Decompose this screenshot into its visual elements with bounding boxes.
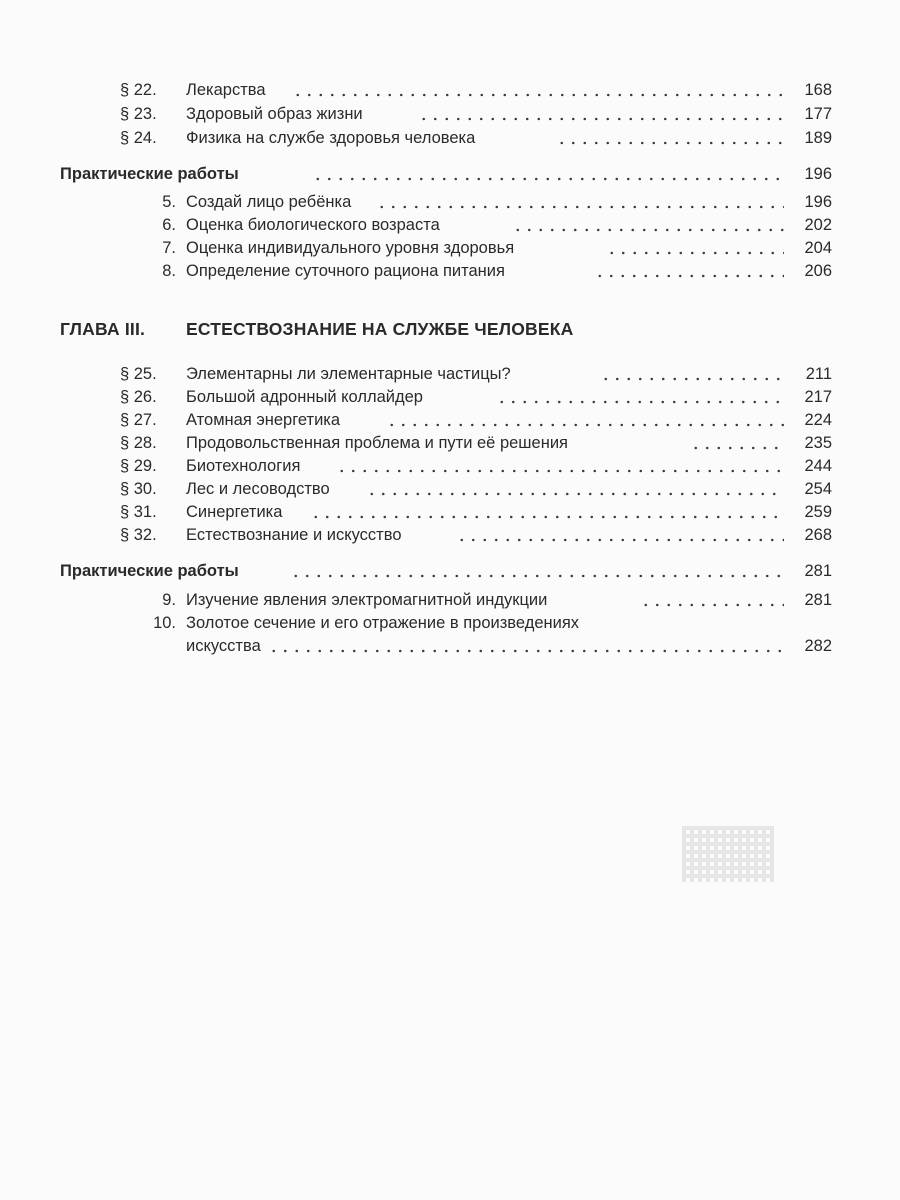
entry-page: 196 <box>804 165 832 183</box>
entry-title: Создай лицо ребёнка <box>186 193 352 211</box>
toc-entry <box>0 477 900 501</box>
entry-page: 235 <box>804 434 832 452</box>
toc-entry-continuation <box>0 634 900 658</box>
toc-entry <box>0 454 900 478</box>
entry-title: Изучение явления электромагнитной индукции <box>186 591 548 609</box>
entry-page: 177 <box>804 105 832 123</box>
entry-number: § 32. <box>120 526 157 544</box>
entry-page: 268 <box>804 526 832 544</box>
entry-number: 7. <box>162 239 176 257</box>
toc-entry <box>0 362 900 386</box>
dot-leader <box>292 78 784 102</box>
entry-title: Атомная энергетика <box>186 411 341 429</box>
dot-leader <box>376 190 784 214</box>
entry-number: 10. <box>153 614 176 632</box>
entry-title: Синергетика <box>186 503 283 521</box>
practical-works-heading <box>0 559 900 583</box>
entry-title: Золотое сечение и его отражение в произведениях <box>186 614 580 632</box>
toc-entry <box>0 500 900 524</box>
dot-leader <box>594 259 784 283</box>
entry-page: 211 <box>805 365 832 383</box>
entry-page: 202 <box>804 216 832 234</box>
toc-entry <box>0 78 900 102</box>
dot-leader <box>418 102 784 126</box>
entry-number: § 29. <box>120 457 157 475</box>
dot-leader <box>268 634 784 658</box>
chapter-title: ЕСТЕСТВОЗНАНИЕ НА СЛУЖБЕ ЧЕЛОВЕКА <box>186 319 574 339</box>
entry-number: § 25. <box>120 365 157 383</box>
toc-entry <box>0 190 900 214</box>
dot-leader <box>556 126 784 150</box>
practical-works-heading <box>0 162 900 186</box>
dot-leader <box>386 408 784 432</box>
entry-number: 9. <box>162 591 176 609</box>
dot-leader <box>310 500 784 524</box>
entry-title: Определение суточного рациона питания <box>186 262 505 280</box>
toc-entry <box>0 236 900 260</box>
dot-leader <box>512 213 784 237</box>
entry-number: 5. <box>162 193 176 211</box>
entry-title: Элементарны ли элементарные частицы? <box>186 365 511 383</box>
entry-page: 217 <box>804 388 832 406</box>
entry-page: 206 <box>804 262 832 280</box>
entry-number: § 27. <box>120 411 157 429</box>
entry-title: Оценка биологического возраста <box>186 216 440 234</box>
entry-page: 259 <box>804 503 832 521</box>
toc-entry <box>0 408 900 432</box>
entry-number: 8. <box>162 262 176 280</box>
entry-title: Биотехнология <box>186 457 301 475</box>
entry-title: Лес и лесоводство <box>186 480 330 498</box>
entry-title: Практические работы <box>60 562 239 580</box>
entry-title: искусства <box>186 637 261 655</box>
entry-number: 6. <box>162 216 176 234</box>
toc-entry <box>0 385 900 409</box>
entry-title: Практические работы <box>60 165 239 183</box>
entry-page: 281 <box>804 591 832 609</box>
dot-leader <box>690 431 784 455</box>
dot-leader <box>312 162 784 186</box>
entry-number: § 30. <box>120 480 157 498</box>
entry-number: § 31. <box>120 503 157 521</box>
toc-entry <box>0 523 900 547</box>
entry-title: Большой адронный коллайдер <box>186 388 423 406</box>
entry-title: Оценка индивидуального уровня здоровья <box>186 239 515 257</box>
toc-entry <box>0 611 900 635</box>
entry-page: 282 <box>804 637 832 655</box>
faint-qr-code-bleedthrough <box>682 826 774 882</box>
toc-entry <box>0 431 900 455</box>
entry-page: 168 <box>804 81 832 99</box>
entry-number: § 28. <box>120 434 157 452</box>
entry-title: Продовольственная проблема и пути её решения <box>186 434 568 452</box>
toc-entry <box>0 588 900 612</box>
dot-leader <box>606 236 784 260</box>
dot-leader <box>496 385 784 409</box>
chapter-label: ГЛАВА III. <box>60 319 146 339</box>
toc-entry <box>0 126 900 150</box>
entry-number: § 26. <box>120 388 157 406</box>
entry-number: § 22. <box>120 81 157 99</box>
dot-leader <box>290 559 784 583</box>
toc-entry <box>0 102 900 126</box>
entry-page: 189 <box>804 129 832 147</box>
dot-leader <box>456 523 784 547</box>
entry-number: § 23. <box>120 105 157 123</box>
entry-title: Физика на службе здоровья человека <box>186 129 476 147</box>
dot-leader <box>366 477 784 501</box>
dot-leader <box>336 454 784 478</box>
entry-page: 204 <box>804 239 832 257</box>
dot-leader <box>640 588 784 612</box>
entry-title: Лекарства <box>186 81 266 99</box>
entry-title: Естествознание и искусство <box>186 526 402 544</box>
entry-page: 244 <box>804 457 832 475</box>
entry-page: 254 <box>804 480 832 498</box>
toc-entry <box>0 259 900 283</box>
entry-number: § 24. <box>120 129 157 147</box>
entry-page: 281 <box>804 562 832 580</box>
dot-leader <box>600 362 784 386</box>
toc-entry <box>0 213 900 237</box>
entry-page: 224 <box>804 411 832 429</box>
entry-page: 196 <box>804 193 832 211</box>
entry-title: Здоровый образ жизни <box>186 105 363 123</box>
